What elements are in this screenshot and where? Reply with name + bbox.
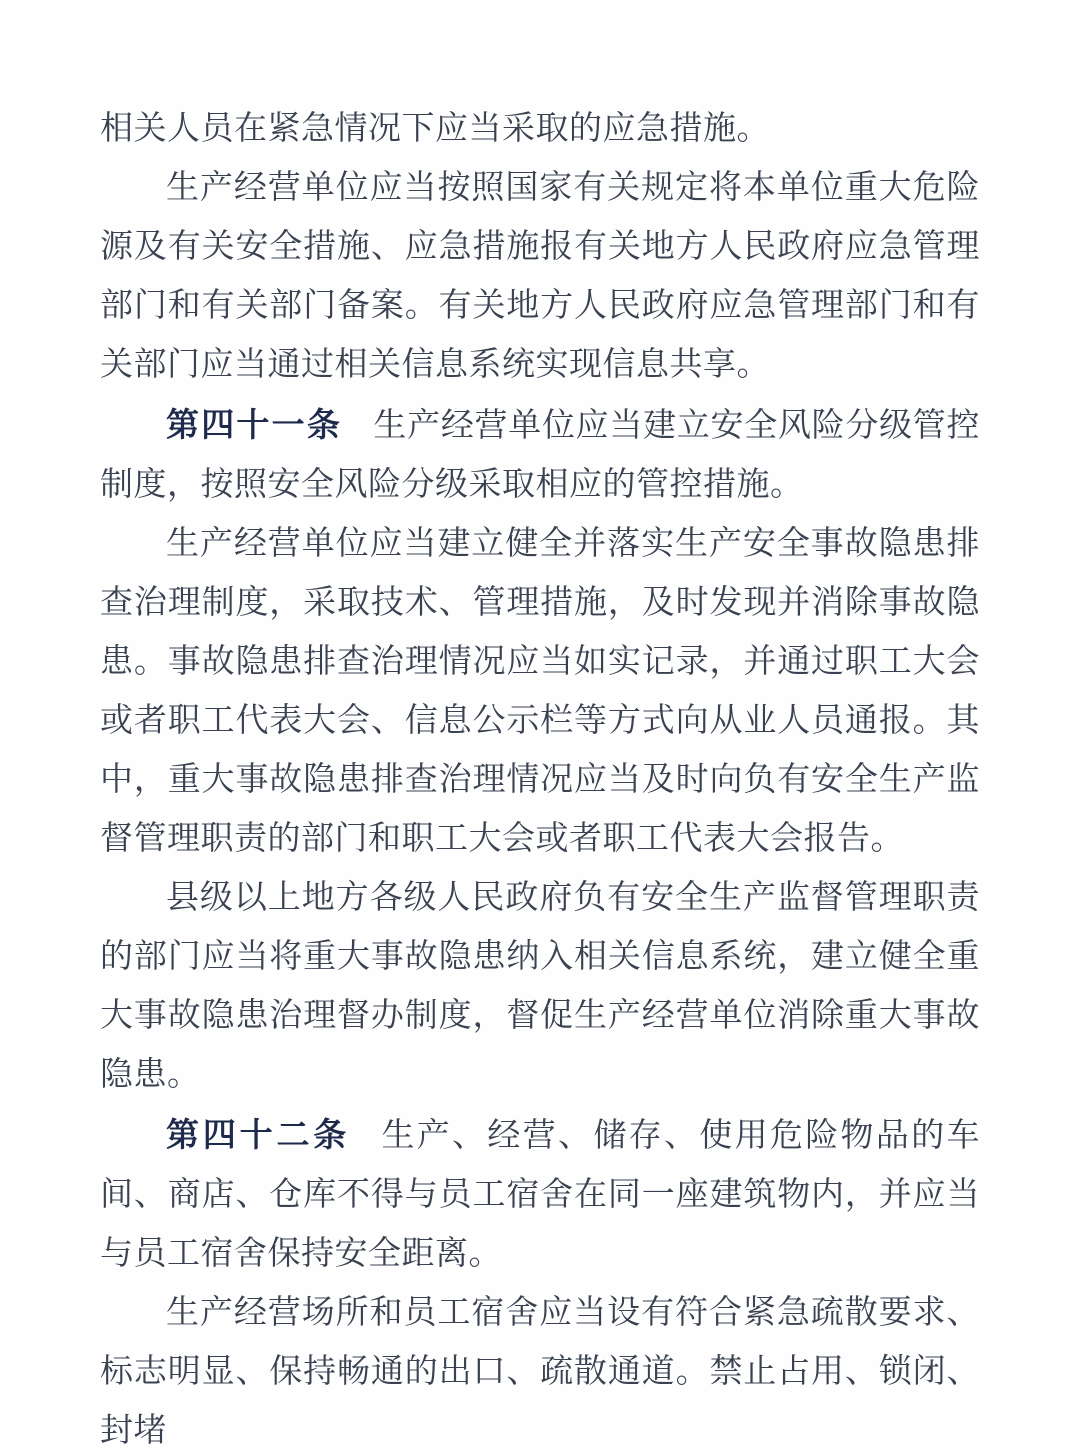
- paragraph: [100, 159, 980, 395]
- paragraph-text: 生产经营单位应当建立安全风险分级管控制度，按照安全风险分级采取相应的管控措施。: [100, 408, 981, 503]
- paragraph-text: 生产经营单位应当建立健全并落实生产安全事故隐患排查治理制度，采取技术、管理措施，及时发现并消除事故隐患。事故隐患排查治理情况应当如实记录，并通过职工大会或者职工代表大会、信息公示栏等方式向从业人员通报。其中，重大事故隐患排查治理情况应当及时向负有安全生产监督管理职责的部门和职工大会或者职工代表大会报告。: [100, 526, 980, 857]
- paragraph: [100, 100, 980, 159]
- paragraph-text: 相关人员在紧急情况下应当采取的应急措施。: [100, 111, 770, 147]
- paragraph: [100, 1105, 980, 1284]
- paragraph: [100, 515, 980, 869]
- paragraph: [100, 1284, 980, 1456]
- paragraph-text: 生产经营场所和员工宿舍应当设有符合紧急疏散要求、标志明显、保持畅通的出口、疏散通道。禁止占用、锁闭、封堵: [100, 1295, 980, 1449]
- article-number: 第四十二条: [166, 1116, 351, 1153]
- paragraph-text: 生产、经营、储存、使用危险物品的车间、商店、仓库不得与员工宿舍在同一座建筑物内，并应当与员工宿舍保持安全距离。: [100, 1118, 981, 1272]
- paragraph: [100, 395, 980, 515]
- paragraph-text: 县级以上地方各级人民政府负有安全生产监督管理职责的部门应当将重大事故隐患纳入相关信息系统，建立健全重大事故隐患治理督办制度，督促生产经营单位消除重大事故隐患。: [100, 880, 980, 1093]
- paragraph-text: 生产经营单位应当按照国家有关规定将本单位重大危险源及有关安全措施、应急措施报有关地方人民政府应急管理部门和有关部门备案。有关地方人民政府应急管理部门和有关部门应当通过相关信息系统实现信息共享。: [100, 170, 980, 383]
- article-number: 第四十一条: [166, 406, 343, 443]
- article-text-block: [100, 100, 980, 1456]
- paragraph: [100, 869, 980, 1105]
